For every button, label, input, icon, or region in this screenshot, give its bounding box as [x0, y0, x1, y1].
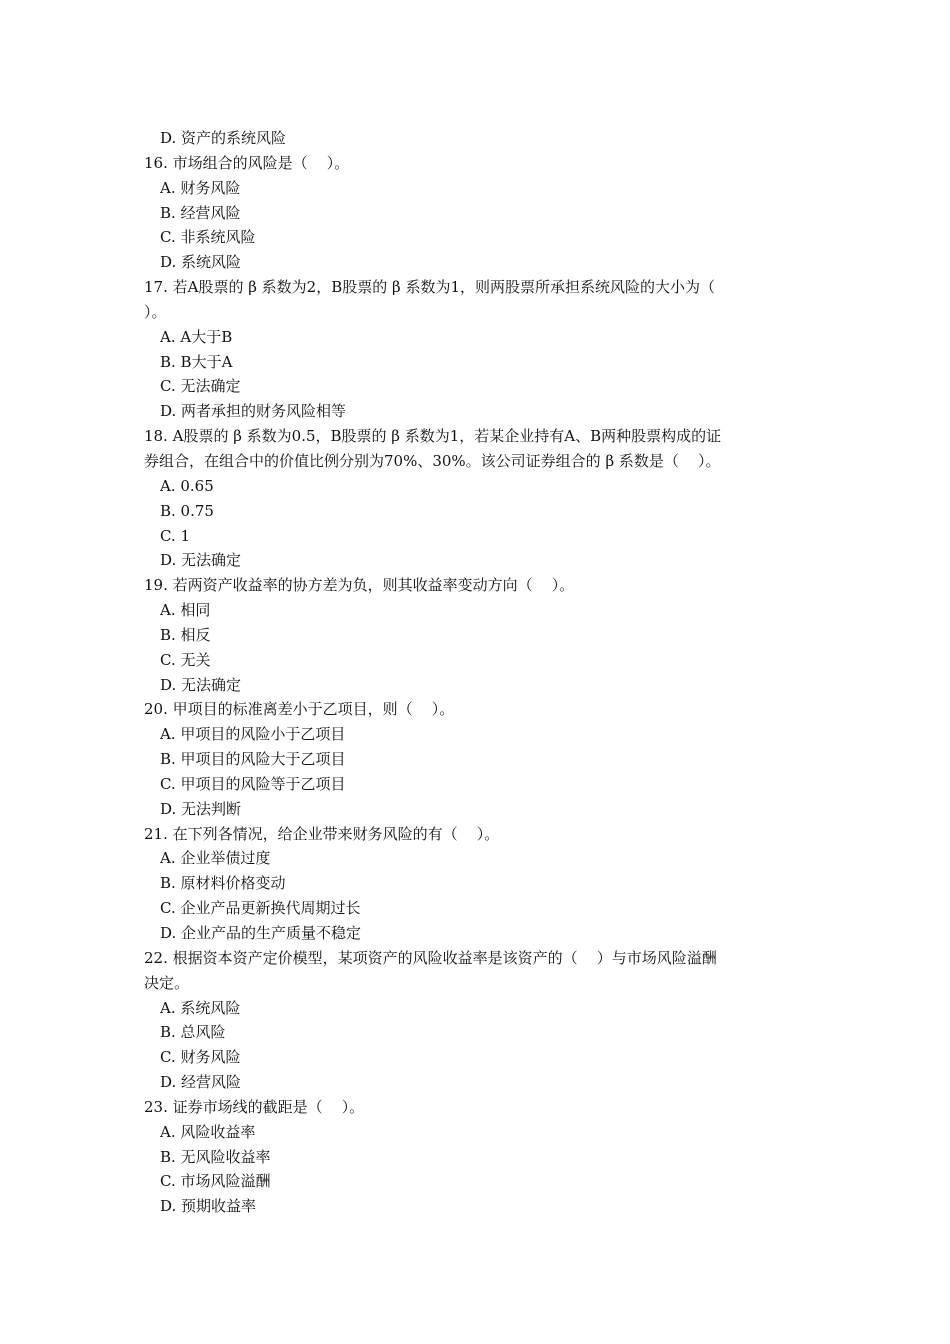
question-text: 23. 证券市场线的截距是（ ）。	[144, 1097, 365, 1116]
question-text: ）。	[144, 302, 167, 321]
answer-option: D. 无法确定	[160, 675, 242, 694]
answer-option: B. 经营风险	[160, 203, 241, 222]
answer-option: B. B大于A	[160, 352, 233, 371]
answer-option: D. 两者承担的财务风险相等	[160, 402, 347, 421]
answer-option: C. 1	[160, 526, 191, 545]
answer-option: D. 企业产品的生产质量不稳定	[160, 924, 362, 942]
question-text: 16. 市场组合的风险是（ ）。	[144, 153, 350, 172]
answer-option: B. 原材料价格变动	[160, 874, 286, 893]
answer-option: C. 无关	[160, 650, 211, 669]
answer-option: B. 总风险	[160, 1023, 226, 1042]
answer-option: A. 相同	[160, 601, 211, 620]
answer-option: C. 甲项目的风险等于乙项目	[160, 774, 346, 793]
answer-option: A. 0.65	[160, 476, 214, 495]
answer-option: B. 甲项目的风险大于乙项目	[160, 750, 346, 769]
answer-option: D. 系统风险	[160, 253, 242, 272]
answer-option: A. A大于B	[160, 327, 233, 346]
answer-option: B. 0.75	[160, 501, 214, 520]
question-text: 决定。	[144, 973, 190, 992]
answer-option: D. 预期收益率	[160, 1197, 257, 1216]
answer-option: C. 非系统风险	[160, 228, 256, 247]
question-text: 19. 若两资产收益率的协方差为负，则其收益率变动方向（ ）。	[144, 576, 575, 595]
answer-option: D. 无法确定	[160, 551, 242, 570]
answer-option: A. 系统风险	[160, 998, 241, 1017]
answer-option: C. 财务风险	[160, 1048, 241, 1067]
question-text: 21. 在下列各情况，给企业带来财务风险的有（ ）。	[144, 824, 500, 843]
question-text: 22. 根据资本资产定价模型，某项资产的风险收益率是该资产的（ ）与市场风险溢酬	[144, 948, 717, 967]
answer-option: B. 相反	[160, 625, 211, 644]
answer-option: A. 企业举债过度	[160, 849, 271, 868]
answer-option: D. 无法判断	[160, 799, 242, 818]
answer-option: D. 经营风险	[160, 1073, 242, 1092]
question-text: 17. 若A股票的 β 系数为2，B股票的 β 系数为1，则两股票所承担系统风险的大小为（	[144, 278, 715, 297]
answer-option: A. 甲项目的风险小于乙项目	[160, 725, 346, 744]
question-text: 18. A股票的 β 系数为0.5，B股票的 β 系数为1，若某企业持有A、B两种股票构成的证	[144, 427, 722, 446]
answer-option: D. 资产的系统风险	[160, 129, 287, 147]
answer-option: A. 财务风险	[160, 178, 241, 197]
question-text: 20. 甲项目的标准离差小于乙项目，则（ ）。	[144, 700, 455, 719]
answer-option: A. 风险收益率	[160, 1122, 256, 1141]
question-list	[144, 126, 810, 1219]
answer-option: B. 无风险收益率	[160, 1147, 271, 1166]
question-text: 券组合，在组合中的价值比例分别为70%、30%。该公司证券组合的 β 系数是（ ）。	[144, 451, 721, 470]
answer-option: C. 企业产品更新换代周期过长	[160, 899, 361, 918]
answer-option: C. 无法确定	[160, 377, 241, 396]
answer-option: C. 市场风险溢酬	[160, 1172, 271, 1191]
